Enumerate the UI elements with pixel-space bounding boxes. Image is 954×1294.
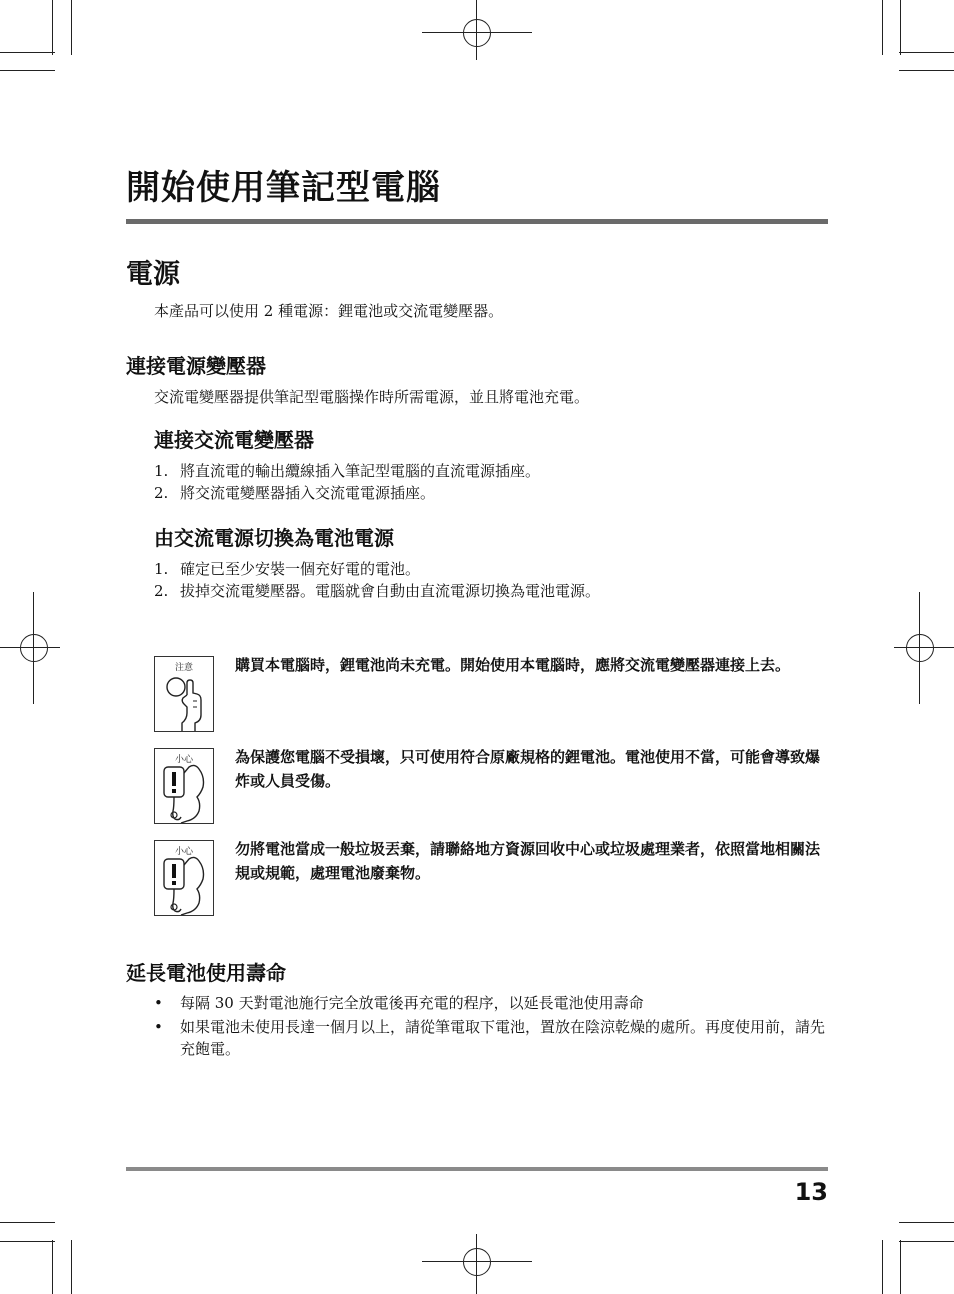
caution-exclamation-icon bbox=[154, 748, 214, 824]
icon-label: 小心 bbox=[174, 847, 193, 857]
notice-text: 為保護您電腦不受損壞，只可使用符合原廠規格的鋰電池。電池使用不當，可能會導致爆炸或人員受傷。 bbox=[235, 748, 821, 790]
list-item bbox=[154, 580, 830, 602]
notice-caution bbox=[154, 840, 830, 920]
step-number: 2. bbox=[154, 582, 169, 600]
heading-connect-adapter: 連接交流電變壓器 bbox=[154, 428, 314, 452]
bullet-marker: • bbox=[154, 994, 163, 1012]
list-item bbox=[154, 460, 830, 482]
section-heading-power: 電源 bbox=[126, 259, 180, 290]
step-text: 拔掉交流電變壓器。電腦就會自動由直流電源切換為電池電源。 bbox=[180, 582, 601, 600]
list-item bbox=[154, 992, 830, 1014]
list-item bbox=[154, 1016, 830, 1060]
power-intro: 本產品可以使用 2 種電源：鋰電池或交流電變壓器。 bbox=[154, 302, 504, 320]
crop-mark bbox=[0, 1222, 55, 1223]
crop-mark bbox=[882, 0, 883, 55]
crop-mark bbox=[899, 70, 954, 71]
crop-mark bbox=[899, 52, 954, 53]
adapter-description: 交流電變壓器提供筆記型電腦操作時所需電源，並且將電池充電。 bbox=[154, 388, 590, 406]
subsection-heading-battery-life: 延長電池使用壽命 bbox=[126, 961, 286, 985]
heading-switch-to-battery: 由交流電源切換為電池電源 bbox=[154, 526, 394, 550]
crop-mark bbox=[0, 1241, 55, 1242]
crop-mark bbox=[899, 1222, 954, 1223]
registration-mark bbox=[422, 1234, 532, 1294]
registration-mark bbox=[894, 592, 954, 704]
step-number: 1. bbox=[154, 560, 169, 578]
bullet-text: 如果電池未使用長達一個月以上，請從筆電取下電池，置放在陰涼乾燥的處所。再度使用前，請先充飽電。 bbox=[180, 1018, 826, 1058]
registration-mark bbox=[0, 592, 60, 704]
connect-steps-list bbox=[154, 460, 830, 504]
page-title: 開始使用筆記型電腦 bbox=[126, 168, 441, 208]
subsection-heading-adapter: 連接電源變壓器 bbox=[126, 354, 266, 378]
battery-tips-list bbox=[154, 992, 830, 1060]
step-text: 將交流電變壓器插入交流電電源插座。 bbox=[180, 484, 436, 502]
registration-mark bbox=[422, 0, 532, 60]
notice-note bbox=[154, 656, 830, 736]
note-pointing-icon bbox=[154, 656, 214, 732]
icon-label: 注意 bbox=[174, 663, 193, 673]
notice-text: 勿將電池當成一般垃圾丟棄，請聯絡地方資源回收中心或垃圾處理業者，依照當地相關法規或規範，處理電池廢棄物。 bbox=[235, 840, 821, 882]
crop-mark bbox=[0, 70, 55, 71]
notice-caution bbox=[154, 748, 830, 828]
caution-exclamation-icon bbox=[154, 840, 214, 916]
crop-mark bbox=[0, 52, 55, 53]
list-item bbox=[154, 482, 830, 504]
crop-mark bbox=[71, 0, 72, 55]
step-number: 2. bbox=[154, 484, 169, 502]
crop-mark bbox=[900, 1240, 901, 1294]
crop-mark bbox=[899, 1241, 954, 1242]
footer-rule bbox=[126, 1167, 828, 1171]
crop-mark bbox=[900, 0, 901, 55]
bullet-marker: • bbox=[154, 1018, 163, 1036]
crop-mark bbox=[882, 1240, 883, 1294]
crop-mark bbox=[52, 0, 53, 55]
crop-mark bbox=[71, 1240, 72, 1294]
bullet-text: 每隔 30 天對電池施行完全放電後再充電的程序，以延長電池使用壽命 bbox=[180, 994, 644, 1012]
notice-text: 購買本電腦時，鋰電池尚未充電。開始使用本電腦時，應將交流電變壓器連接上去。 bbox=[235, 656, 791, 674]
step-text: 將直流電的輸出纜線插入筆記型電腦的直流電源插座。 bbox=[180, 462, 541, 480]
list-item bbox=[154, 558, 830, 580]
page-number: 13 bbox=[794, 1178, 828, 1206]
step-number: 1. bbox=[154, 462, 169, 480]
switch-steps-list bbox=[154, 558, 830, 602]
step-text: 確定已至少安裝一個充好電的電池。 bbox=[180, 560, 421, 578]
crop-mark bbox=[52, 1240, 53, 1294]
icon-label: 小心 bbox=[174, 755, 193, 765]
title-rule bbox=[126, 219, 828, 224]
